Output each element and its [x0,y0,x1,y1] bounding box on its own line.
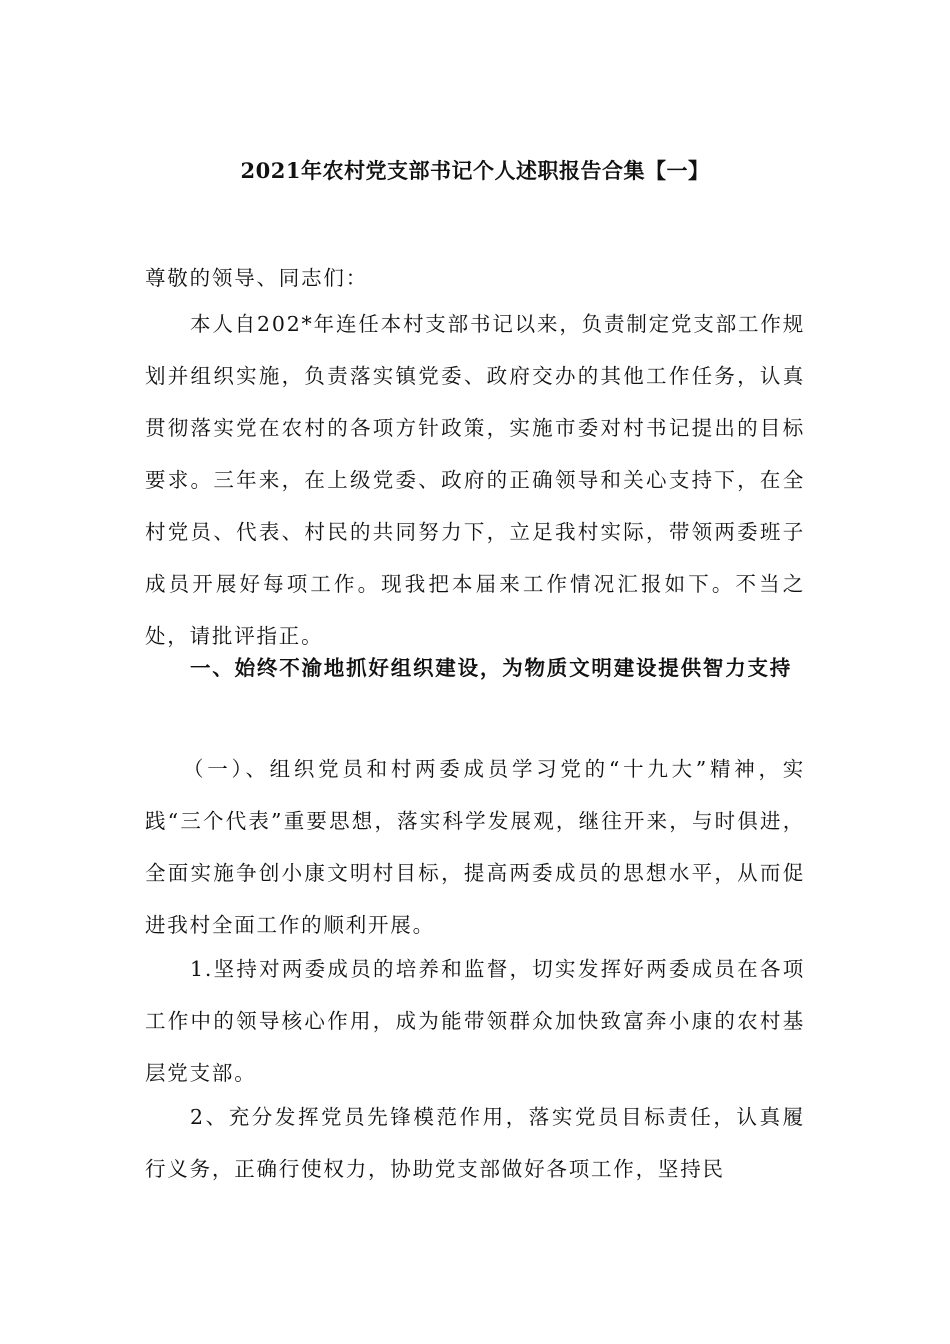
document-title: 2021年农村党支部书记个人述职报告合集【一】 [240,158,710,183]
paragraph-subsection-1: （一）、组织党员和村两委成员学习党的“十九大”精神，实践“三个代表”重要思想，落实科学发展观，继往开来，与时俱进，全面实施争创小康文明村目标，提高两委成员的思想水平，从而促进我村全面工作的顺利开展。 [145,757,805,937]
paragraph-item-2: 2、充分发挥党员先锋模范作用，落实党员目标责任，认真履行义务，正确行使权力，协助党支部做好各项工作，坚持民 [145,1105,805,1181]
paragraph-item-1: 1.坚持对两委成员的培养和监督，切实发挥好两委成员在各项工作中的领导核心作用，成为能带领群众加快致富奔小康的农村基层党支部。 [145,957,805,1085]
section-heading: 一、始终不渝地抓好组织建设，为物质文明建设提供智力支持 [190,656,793,680]
paragraph-intro: 本人自202*年连任本村支部书记以来，负责制定党支部工作规划并组织实施，负责落实镇党委、政府交办的其他工作任务，认真贯彻落实党在农村的各项方针政策，实施市委对村书记提出的目标要求。三年来，在上级党委、政府的正确领导和关心支持下，在全村党员、代表、村民的共同努力下，立足我村实际，带领两委班子成员开展好每项工作。现我把本届来工作情况汇报如下。不当之处，请批评指正。 [145,312,805,648]
greeting: 尊敬的领导、同志们： [145,266,368,290]
